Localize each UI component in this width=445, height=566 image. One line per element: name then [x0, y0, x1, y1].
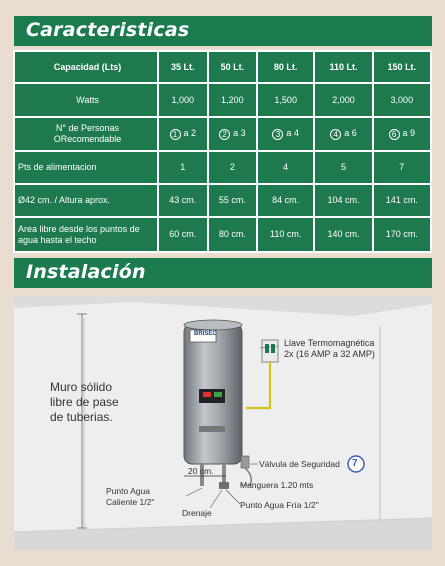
hot-water-label [106, 486, 154, 508]
table-cell: 43 cm. [159, 185, 207, 216]
caracteristicas-header: Caracteristicas [14, 16, 432, 46]
table-cell: 7 [374, 152, 430, 183]
leader-line [210, 490, 222, 508]
column-header-110: 110 Lt. [315, 52, 371, 82]
table-row-personas [15, 118, 430, 150]
column-header-35: 35 Lt. [159, 52, 207, 82]
instalacion-header: Instalación [14, 258, 432, 288]
safety-valve-icon [241, 456, 249, 468]
table-cell: 1,200 [209, 84, 257, 116]
personas-label-line-1: N° de Personas [55, 123, 120, 133]
tank-plate [199, 426, 225, 432]
table-cell: 1 [159, 152, 207, 183]
table-cell [374, 118, 430, 150]
breaker-switch [271, 344, 275, 353]
circled-number-icon: 1 [170, 129, 181, 140]
hot-water-label-line-2: Caliente 1/2" [106, 497, 155, 507]
breaker-label-line-2: 2x (16 AMP a 32 AMP) [284, 349, 375, 359]
table-cell: 3,000 [374, 84, 430, 116]
hot-water-label-line-1: Punto Agua [106, 486, 150, 496]
wall-label-line-3: de tuberias. [50, 410, 113, 424]
power-cable [246, 362, 270, 408]
table-row-pts [15, 152, 430, 183]
table-cell: 2,000 [315, 84, 371, 116]
table-cell: 170 cm. [374, 218, 430, 251]
breaker-label-line-1: Llave Termomagnética [284, 338, 375, 348]
table-row-watts [15, 84, 430, 116]
hose-label: Manguera 1.20 mts [240, 480, 314, 490]
breaker-box-icon [262, 340, 278, 362]
table-row-dimensions [15, 185, 430, 216]
table-cell [209, 118, 257, 150]
personas-range: a 6 [344, 128, 357, 138]
safety-valve-label: Válvula de Seguridad [259, 459, 340, 469]
circled-number-icon: 2 [219, 129, 230, 140]
tank-top [184, 320, 242, 330]
table-cell: 5 [315, 152, 371, 183]
table-cell [315, 118, 371, 150]
table-cell: 60 cm. [159, 218, 207, 251]
breaker-label [284, 338, 375, 360]
distance-label: 20 cm. [188, 466, 214, 476]
safety-valve-number: 7 [352, 458, 358, 469]
column-header-150: 150 Lt. [374, 52, 430, 82]
indicator-light [203, 392, 211, 397]
personas-label [15, 118, 157, 150]
table-cell [159, 118, 207, 150]
circled-number-icon: 6 [389, 129, 400, 140]
table-cell: 140 cm. [315, 218, 371, 251]
table-header-row [15, 52, 430, 82]
circled-number-icon: 3 [272, 129, 283, 140]
personas-range: a 9 [402, 128, 416, 138]
table-cell: 1,500 [258, 84, 313, 116]
table-cell: 110 cm. [258, 218, 313, 251]
wall-label-line-2: libre de pase [50, 395, 119, 409]
table-cell: 2 [209, 152, 257, 183]
table-cell: 1,000 [159, 84, 207, 116]
leader-line [226, 490, 240, 504]
area-label [15, 218, 157, 251]
wall-label-line-1: Muro sólido [50, 380, 113, 394]
table-cell: 84 cm. [258, 185, 313, 216]
capacity-header: Capacidad (Lts) [15, 52, 157, 82]
area-label-line-1: Area libre desde los puntos de [18, 223, 140, 234]
pts-label: Pts de alimentacion [15, 152, 157, 183]
ceiling-shape [14, 296, 432, 316]
table-cell [258, 118, 313, 150]
installation-diagram [14, 296, 432, 550]
leader-line [186, 488, 202, 496]
personas-range: a 2 [183, 128, 197, 138]
personas-range: a 4 [286, 128, 299, 138]
drain-label: Drenaje [182, 508, 212, 518]
wall-label [50, 380, 119, 425]
column-header-80: 80 Lt. [258, 52, 313, 82]
drain-valve [219, 482, 229, 489]
cold-water-label: Punto Agua Fría 1/2" [240, 500, 319, 510]
floor-shape [14, 518, 432, 550]
table-cell: 104 cm. [315, 185, 371, 216]
table-cell: 141 cm. [374, 185, 430, 216]
table-cell: 4 [258, 152, 313, 183]
table-row-area [15, 218, 430, 251]
table-cell: 55 cm. [209, 185, 257, 216]
dimensions-label: Ø42 cm. / Altura aprox. [15, 185, 157, 216]
personas-range: a 3 [233, 128, 246, 138]
watts-label: Watts [15, 84, 157, 116]
breaker-switch [265, 344, 269, 353]
circled-number-icon: 4 [330, 129, 341, 140]
table-cell: 80 cm. [209, 218, 257, 251]
area-label-line-2: agua hasta el techo [18, 234, 97, 245]
brand-name: BRISEC [194, 331, 217, 337]
personas-label-line-2: ORecomendable [53, 134, 122, 144]
specifications-table [13, 50, 432, 253]
column-header-50: 50 Lt. [209, 52, 257, 82]
indicator-light [214, 392, 222, 397]
